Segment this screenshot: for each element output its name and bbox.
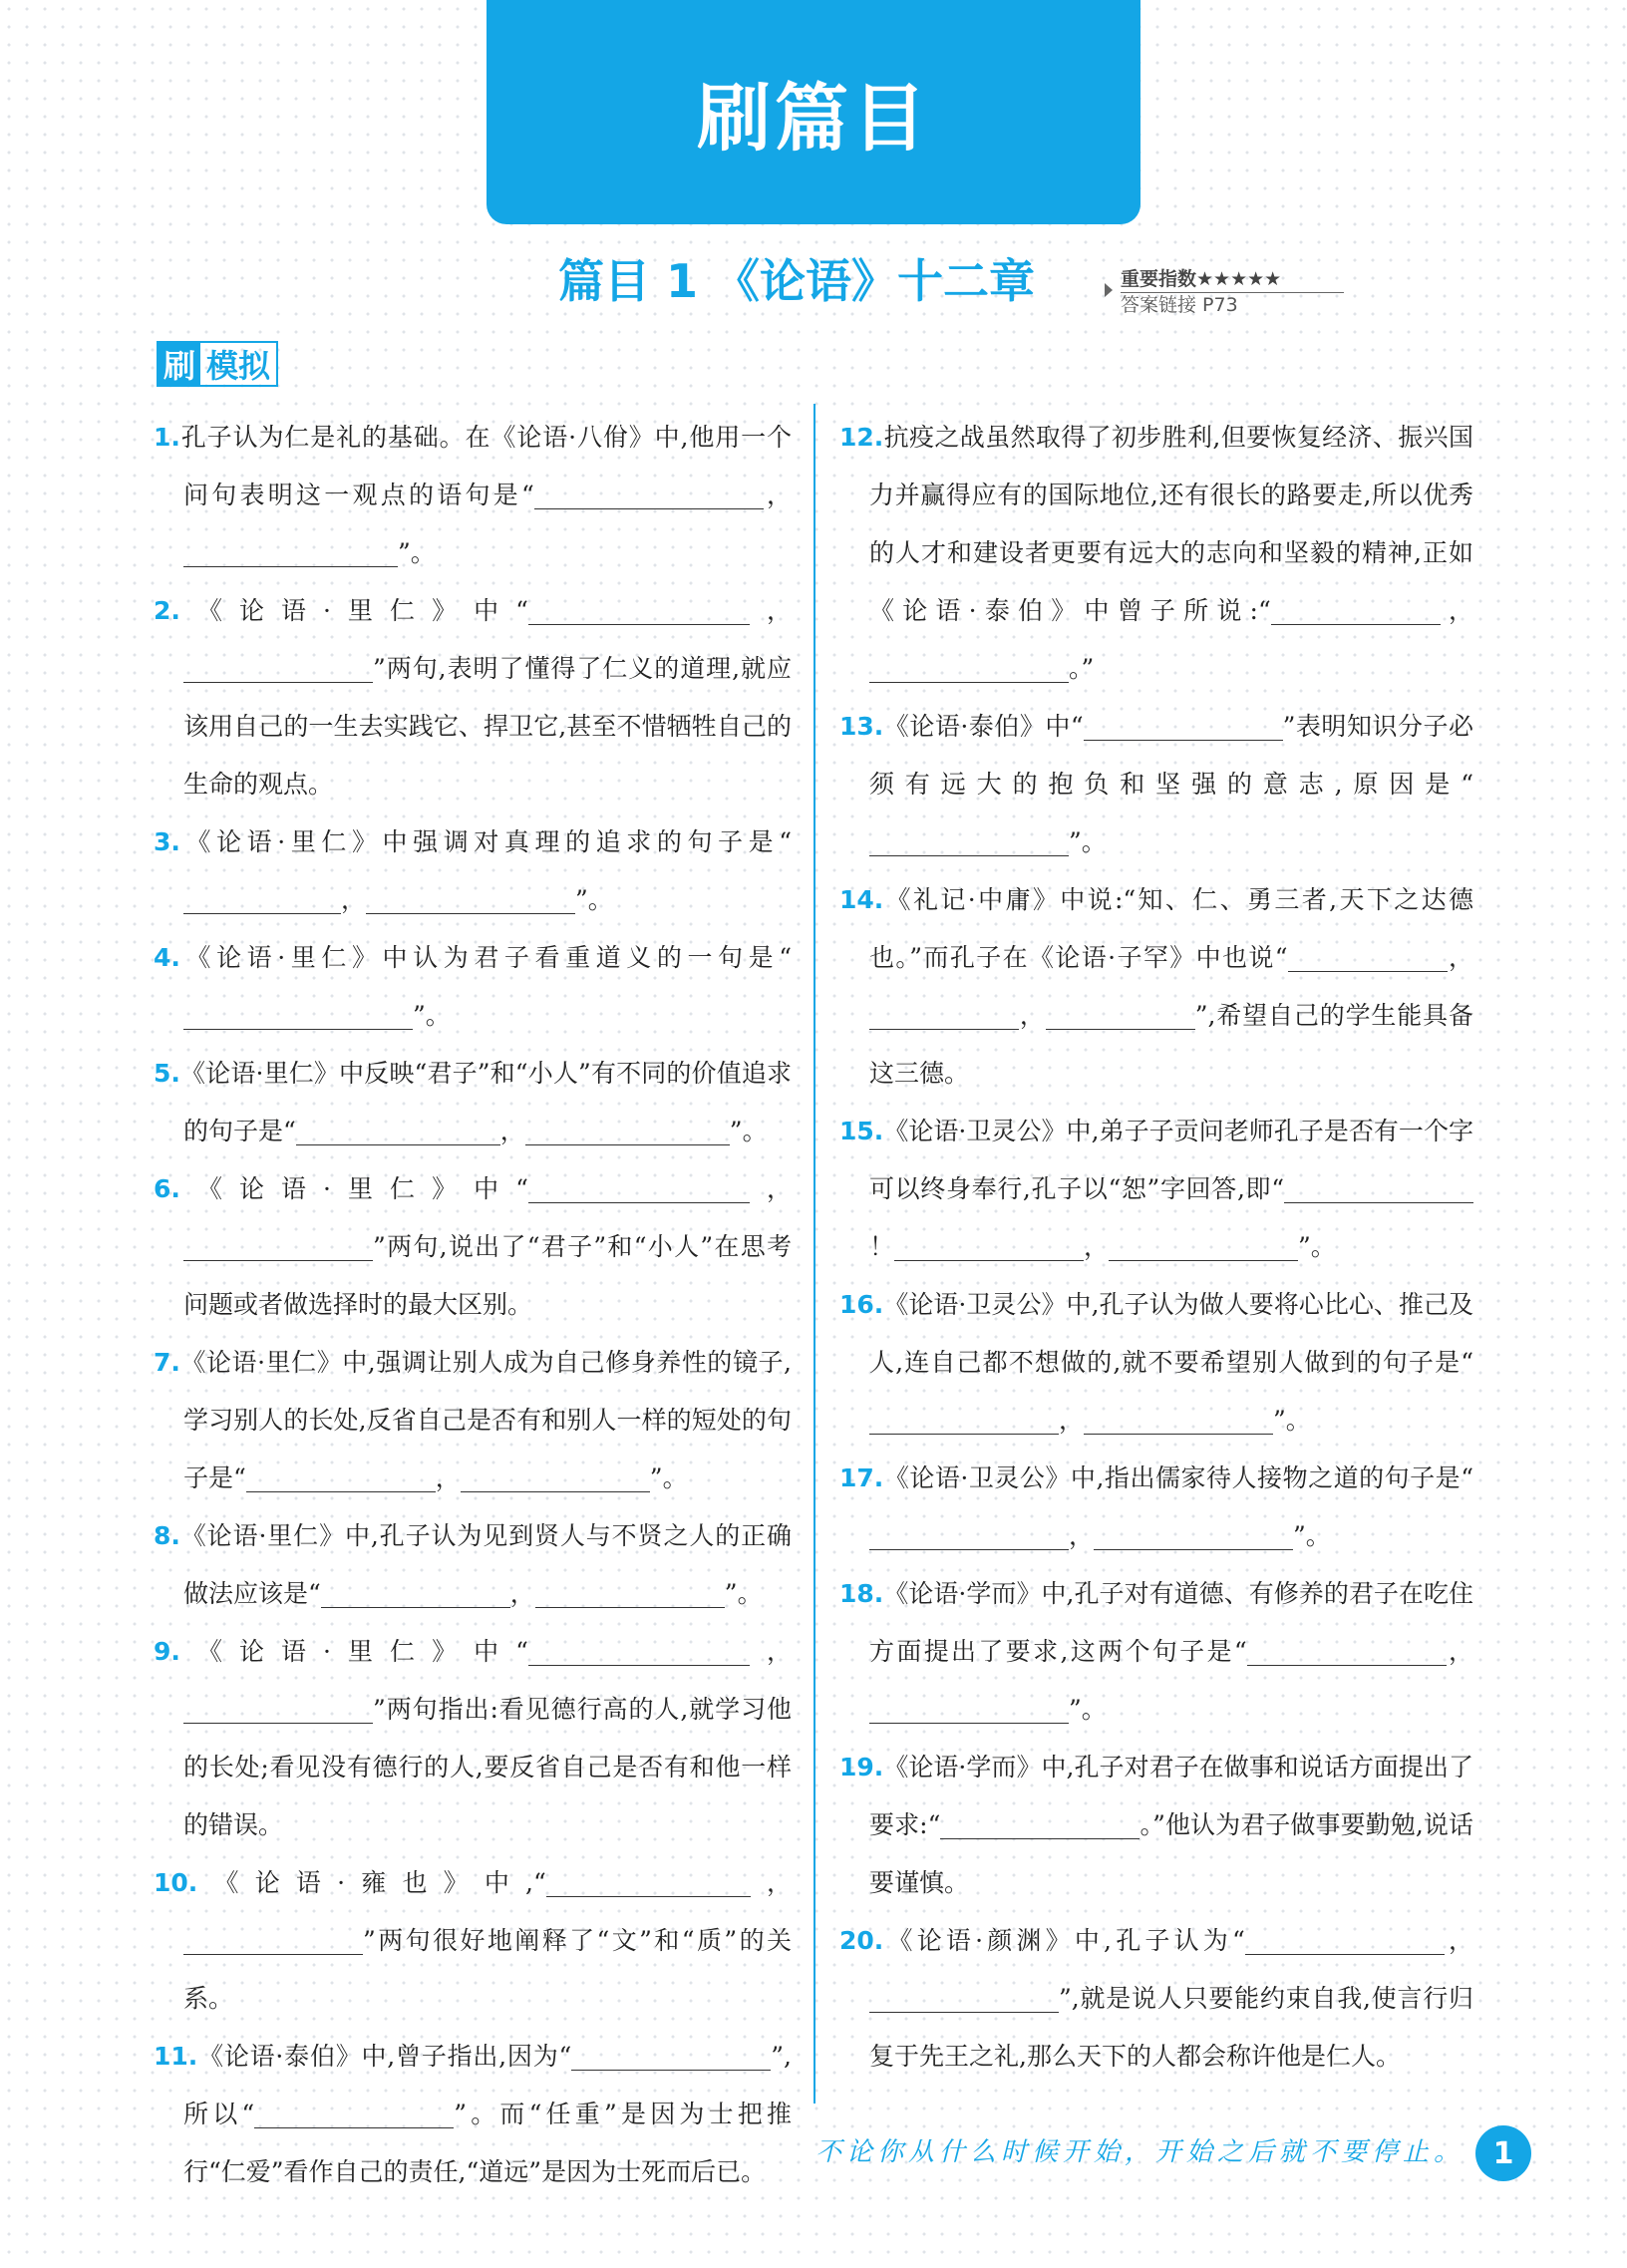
banner-title: 刷篇目 (697, 75, 930, 162)
answer-blank[interactable] (1288, 945, 1448, 972)
footer-motto: 不论你从什么时候开始，开始之后就不要停止。 (815, 2137, 1465, 2167)
answer-blank[interactable] (1109, 1234, 1298, 1261)
answer-blank[interactable] (534, 483, 764, 509)
question-1: 1.孔子认为仁是礼的基础。在《论语·八佾》中,他用一个问句表明这一观点的语句是“ ，”。 (154, 423, 792, 567)
triangle-arrow-icon (1105, 283, 1113, 297)
answer-blank[interactable] (869, 1408, 1059, 1435)
answer-blank[interactable] (528, 1176, 750, 1203)
answer-link: 答案链接 P73 (1121, 294, 1238, 316)
answer-blank[interactable] (1247, 1639, 1447, 1666)
answer-blank[interactable] (535, 1581, 725, 1608)
answer-blank[interactable] (940, 1812, 1139, 1839)
question-2: 2.《论语·里仁》中“ ，”两句,表明了懂得了仁义的道理,就应该用自己的一生去实践它、捍卫它,甚至不惜牺牲自己的生命的观点。 (154, 596, 792, 799)
answer-blank[interactable] (1094, 1523, 1293, 1550)
question-15: 15.《论语·卫灵公》中,弟子子贡问老师孔子是否有一个字可以终身奉行,孔子以“恕”字回答,即“！ ， ”。 (839, 1117, 1473, 1261)
answer-blank[interactable] (1245, 1928, 1445, 1955)
page-number: 1 (1475, 2125, 1531, 2181)
answer-blank[interactable] (894, 1234, 1084, 1261)
answer-blank[interactable] (1284, 1176, 1473, 1203)
left-column (154, 409, 792, 2201)
question-3: 3.《论语·里仁》中强调对真理的追求的句子是“， ”。 (154, 827, 792, 914)
answer-blank[interactable] (321, 1581, 510, 1608)
question-4: 4.《论语·里仁》中认为君子看重道义的一句是“”。 (154, 943, 792, 1030)
column-divider (814, 404, 815, 2104)
answer-blank[interactable] (461, 1465, 650, 1492)
answer-blank[interactable] (525, 1119, 730, 1145)
question-14: 14.《礼记·中庸》中说:“知、仁、勇三者,天下之达德也。”而孔子在《论语·子罕》中也说“ ，， ”,希望自己的学生能具备这三德。 (839, 885, 1473, 1088)
answer-blank[interactable] (546, 1870, 751, 1897)
question-11: 11.《论语·泰伯》中,曾子指出,因为“ ”,所以“ ”。而“任重”是因为士把推行“仁爱”看作自己的责任,“道远”是因为士死而后已。 (154, 2042, 793, 2186)
answer-blank[interactable] (1271, 598, 1441, 625)
question-10: 10.《论语·雍也》中,“ ，”两句很好地阐释了“文”和“质”的关系。 (154, 1868, 792, 2013)
question-6: 6.《论语·里仁》中“ ，”两句,说出了“君子”和“小人”在思考问题或者做选择时的最大区别。 (154, 1174, 792, 1319)
answer-blank[interactable] (183, 656, 373, 683)
answer-blank[interactable] (183, 1928, 363, 1955)
answer-blank[interactable] (183, 1697, 373, 1724)
section-tag-text: 模拟 (206, 347, 271, 385)
section-tag-box: 刷 (159, 343, 200, 385)
answer-blank[interactable] (869, 1523, 1069, 1550)
answer-blank[interactable] (869, 656, 1069, 683)
importance-label: 重要指数 (1121, 268, 1197, 290)
answer-blank[interactable] (183, 1003, 413, 1030)
question-13: 13.《论语·泰伯》中“ ”表明知识分子必须有远大的抱负和坚强的意志,原因是“”。 (839, 712, 1473, 856)
answer-blank[interactable] (571, 2044, 771, 2071)
answer-blank[interactable] (246, 1465, 436, 1492)
question-20: 20.《论语·颜渊》中,孔子认为“ ，”,就是说人只要能约束自我,使言行归复于先王之礼,那么天下的人都会称许他是仁人。 (839, 1926, 1473, 2071)
answer-blank[interactable] (366, 887, 575, 914)
answer-blank[interactable] (869, 1697, 1069, 1724)
question-17: 17.《论语·卫灵公》中,指出儒家待人接物之道的句子是“， ”。 (839, 1463, 1473, 1550)
question-18: 18.《论语·学而》中,孔子对有道德、有修养的君子在吃住方面提出了要求,这两个句子是“ ，”。 (839, 1579, 1473, 1724)
answer-blank[interactable] (183, 887, 341, 914)
question-5: 5.《论语·里仁》中反映“君子”和“小人”有不同的价值追求的句子是“ ， ”。 (154, 1059, 792, 1145)
question-19: 19.《论语·学而》中,孔子对君子在做事和说话方面提出了要求:“ 。”他认为君子做事要勤勉,说话要谨慎。 (839, 1753, 1473, 1897)
question-16: 16.《论语·卫灵公》中,孔子认为做人要将心比心、推己及人,连自己都不想做的,就不要希望别人做到的句子是“， ”。 (839, 1290, 1473, 1435)
question-12: 12.抗疫之战虽然取得了初步胜利,但要恢复经济、振兴国力并赢得应有的国际地位,还有很长的路要走,所以优秀的人才和建设者更要有远大的志向和坚毅的精神,正如《论语·泰伯》中曾子所说:“ ，。” (839, 423, 1473, 683)
answer-blank[interactable] (869, 1003, 1019, 1030)
answer-blank[interactable] (869, 829, 1069, 856)
chapter-meta (1121, 267, 1344, 317)
answer-blank[interactable] (1084, 714, 1283, 741)
top-banner (487, 0, 1140, 224)
section-tag (157, 341, 278, 387)
question-9: 9.《论语·里仁》中“ ，”两句指出:看见德行高的人,就学习他的长处;看见没有德行的人,要反省自己是否有和他一样的错误。 (154, 1637, 792, 1839)
answer-blank[interactable] (183, 1234, 373, 1261)
answer-blank[interactable] (528, 598, 750, 625)
answer-blank[interactable] (1084, 1408, 1273, 1435)
chapter-title: 篇目 1 《论语》十二章 (558, 254, 1036, 308)
question-8: 8.《论语·里仁》中,孔子认为见到贤人与不贤之人的正确做法应该是“ ， ”。 (154, 1521, 792, 1608)
answer-blank[interactable] (869, 1986, 1059, 2013)
answer-blank[interactable] (1046, 1003, 1195, 1030)
star-icon: ★★★★★ (1196, 268, 1282, 290)
answer-blank[interactable] (254, 2102, 454, 2128)
right-column (839, 409, 1473, 2086)
question-7: 7.《论语·里仁》中,强调让别人成为自己修身养性的镜子,学习别人的长处,反省自己是否有和别人一样的短处的句子是“ ， ”。 (154, 1348, 792, 1492)
answer-blank[interactable] (183, 540, 398, 567)
answer-blank[interactable] (296, 1119, 500, 1145)
importance-rating (1121, 267, 1344, 293)
answer-blank[interactable] (528, 1639, 750, 1666)
